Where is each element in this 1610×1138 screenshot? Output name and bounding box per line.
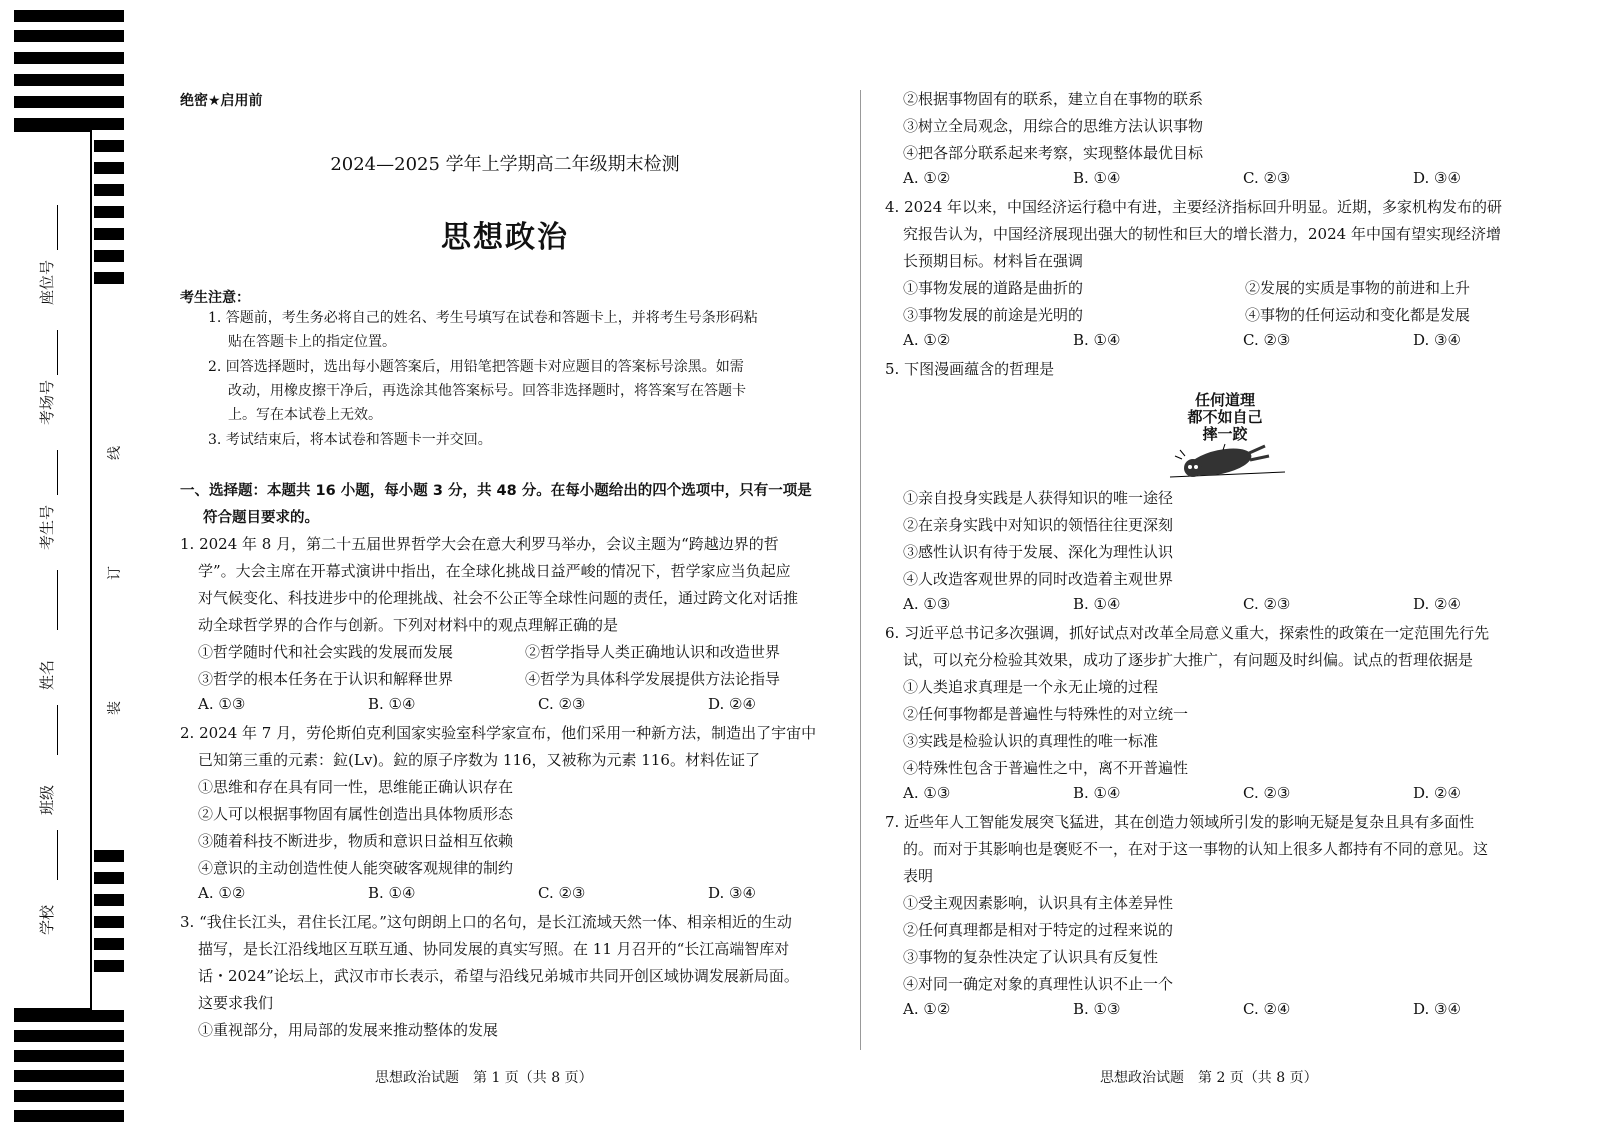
q5-option: ④人改造客观世界的同时改造着主观世界 [903,570,1174,588]
q5-stem: 5. 下图漫画蕴含的哲理是 [885,360,1055,378]
cartoon-caption: 任何道理 [1194,391,1255,409]
cut-mark-line: 线 [107,446,123,460]
cartoon-caption: 都不如自己 [1187,408,1263,426]
section-title-cont: 符合题目要求的。 [203,510,319,526]
cartoon-illustration [1165,392,1290,482]
q4-option: ②发展的实质是事物的前进和上升 [1245,279,1471,297]
q6-stem: 试，可以充分检验其效果，成功了逐步扩大推广，有问题及时纠偏。试点的哲理依据是 [903,651,1474,669]
label-seat-number: 座位号 [38,259,56,305]
q2-stem: 2. 2024 年 7 月，劳伦斯伯克利国家实验室科学家宣布，他们采用一种新方法，制造出了宇宙中 [180,724,817,742]
q4-option: ③事物发展的前途是光明的 [903,306,1084,324]
q2-choice[interactable]: A. ①② [198,884,246,902]
q1-choice[interactable]: C. ②③ [538,695,586,713]
q1-option: ④哲学为具体科学发展提供方法论指导 [525,670,781,688]
q3-stem: 这要求我们 [198,994,274,1012]
q6-choice[interactable]: D. ②④ [1413,784,1461,802]
q1-option: ③哲学的根本任务在于认识和解释世界 [198,670,454,688]
label-school: 学校 [38,904,56,935]
q4-option: ④事物的任何运动和变化都是发展 [1245,306,1471,324]
notice-item: 改动，用橡皮擦干净后，再选涂其他答案标号。回答非选择题时，将答案写在答题卡 [228,383,746,399]
q6-option: ③实践是检验认识的真理性的唯一标准 [903,732,1159,750]
q4-choice[interactable]: B. ①④ [1073,331,1121,349]
q3-stem: 话・2024”论坛上，武汉市市长表示，希望与沿线兄弟城市共同开创区域协调发展新局面。 [198,967,799,985]
q4-stem: 究报告认为，中国经济展现出强大的韧性和巨大的增长潜力，2024 年中国有望实现经济增 [903,225,1501,243]
q3-stem: 描写，是长江沿线地区互联互通、协同发展的真实写照。在 11 月召开的“长江高端智库对 [198,940,790,958]
q7-choice[interactable]: B. ①③ [1073,1000,1121,1018]
q7-stem: 表明 [903,867,934,885]
cut-mark-bind: 订 [107,566,123,580]
barcode-marks-right [94,140,124,290]
q3-choice[interactable]: C. ②③ [1243,169,1291,187]
binding-line-bottom [14,1008,92,1010]
confidential-mark: 绝密★启用前 [180,93,263,109]
notice-item: 贴在答题卡上的指定位置。 [228,334,396,350]
page-footer: 思想政治试题 第 1 页（共 8 页） [375,1070,593,1086]
q5-option: ②在亲身实践中对知识的领悟往往更深刻 [903,516,1174,534]
q5-choice[interactable]: D. ②④ [1413,595,1461,613]
barcode-marks-mid [94,850,124,1000]
seat-number-blank[interactable] [57,205,58,250]
q7-stem: 的。而对于其影响也是褒贬不一，在对于这一事物的认知上很多人都持有不同的意见。这 [903,840,1489,858]
q7-choice[interactable]: D. ③④ [1413,1000,1461,1018]
q4-choice[interactable]: C. ②③ [1243,331,1291,349]
q6-choice[interactable]: C. ②③ [1243,784,1291,802]
candidate-number-blank[interactable] [57,450,58,495]
q5-choice[interactable]: C. ②③ [1243,595,1291,613]
binding-line-top [14,130,92,132]
q4-choice[interactable]: A. ①② [903,331,951,349]
school-blank[interactable] [57,830,58,880]
class-blank[interactable] [57,705,58,755]
q1-stem: 1. 2024 年 8 月，第二十五届世界哲学大会在意大利罗马举办，会议主题为“跨越边界的哲 [180,535,779,553]
q1-option: ①哲学随时代和社会实践的发展而发展 [198,643,454,661]
notice-item: 上。写在本试卷上无效。 [228,407,382,423]
subject-title: 思想政治 [441,220,569,255]
binding-line [90,130,92,1010]
cartoon-caption: 摔一跤 [1202,425,1248,443]
q2-option: ①思维和存在具有同一性，思维能正确认识存在 [198,778,514,796]
q4-stem: 长预期目标。材料旨在强调 [903,252,1084,270]
q5-choice[interactable]: B. ①④ [1073,595,1121,613]
q4-stem: 4. 2024 年以来，中国经济运行稳中有进，主要经济指标回升明显。近期，多家机构发布的研 [885,198,1503,216]
barcode-marks-bottom [14,1010,124,1138]
room-number-blank[interactable] [57,330,58,375]
q7-option: ①受主观因素影响，认识具有主体差异性 [903,894,1174,912]
q1-choice[interactable]: A. ①③ [198,695,246,713]
q6-option: ①人类追求真理是一个永无止境的过程 [903,678,1159,696]
label-name: 姓名 [38,659,56,690]
q2-stem: 已知第三重的元素：鉝(Lv)。鉝的原子序数为 116，又被称为元素 116。材料佐证了 [198,751,760,769]
q4-option: ①事物发展的道路是曲折的 [903,279,1084,297]
q2-choice[interactable]: D. ③④ [708,884,756,902]
q1-stem: 对气候变化、科技进步中的伦理挑战、社会不公正等全球性问题的责任，通过跨文化对话推 [198,589,799,607]
q7-option: ③事物的复杂性决定了认识具有反复性 [903,948,1159,966]
q3-choice[interactable]: A. ①② [903,169,951,187]
q7-option: ④对同一确定对象的真理性认识不止一个 [903,975,1174,993]
q1-choice[interactable]: B. ①④ [368,695,416,713]
q6-choice[interactable]: A. ①③ [903,784,951,802]
q3-choice[interactable]: B. ①④ [1073,169,1121,187]
q7-choice[interactable]: C. ②④ [1243,1000,1291,1018]
notice-item: 3. 考试结束后，将本试卷和答题卡一并交回。 [208,432,492,448]
q6-option: ④特殊性包含于普遍性之中，离不开普遍性 [903,759,1189,777]
q6-choice[interactable]: B. ①④ [1073,784,1121,802]
barcode-marks-top [14,10,124,140]
page-footer: 思想政治试题 第 2 页（共 8 页） [1100,1070,1318,1086]
label-room-number: 考场号 [38,379,56,425]
q7-option: ②任何真理都是相对于特定的过程来说的 [903,921,1174,939]
q3-stem: 3. “我住长江头，君住长江尾。”这句朗朗上口的名句，是长江流域天然一体、相亲相近的生动 [180,913,792,931]
q2-choice[interactable]: B. ①④ [368,884,416,902]
q2-option: ③随着科技不断进步，物质和意识日益相互依赖 [198,832,514,850]
fallen-figure-icon [1165,442,1290,482]
column-separator [860,90,861,1050]
exam-title: 2024—2025 学年上学期高二年级期末检测 [330,154,680,175]
notice-title: 考生注意： [180,290,250,306]
q5-choice[interactable]: A. ①③ [903,595,951,613]
notice-item: 2. 回答选择题时，选出每小题答案后，用铅笔把答题卡对应题目的答案标号涂黑。如需 [208,359,744,375]
q5-option: ③感性认识有待于发展、深化为理性认识 [903,543,1174,561]
q2-option: ④意识的主动创造性使人能突破客观规律的制约 [198,859,514,877]
q7-stem: 7. 近些年人工智能发展突飞猛进，其在创造力领域所引发的影响无疑是复杂且具有多面性 [885,813,1475,831]
q1-option: ②哲学指导人类正确地认识和改造世界 [525,643,781,661]
q7-choice[interactable]: A. ①② [903,1000,951,1018]
q2-option: ②人可以根据事物固有属性创造出具体物质形态 [198,805,514,823]
label-class: 班级 [38,784,56,815]
q1-choice[interactable]: D. ②④ [708,695,756,713]
q6-option: ②任何事物都是普遍性与特殊性的对立统一 [903,705,1189,723]
q4-choice[interactable]: D. ③④ [1413,331,1461,349]
notice-item: 1. 答题前，考生务必将自己的姓名、考生号填写在试卷和答题卡上，并将考生号条形码粘 [208,310,758,326]
q1-stem: 动全球哲学界的合作与创新。下列对材料中的观点理解正确的是 [198,616,619,634]
q5-option: ①亲自投身实践是人获得知识的唯一途径 [903,489,1174,507]
q3-choice[interactable]: D. ③④ [1413,169,1461,187]
q3-option: ①重视部分，用局部的发展来推动整体的发展 [198,1021,499,1039]
name-blank[interactable] [57,570,58,630]
q1-stem: 学”。大会主席在开幕式演讲中指出，在全球化挑战日益严峻的情况下，哲学家应当负起应 [198,562,791,580]
section-title: 一、选择题：本题共 16 小题，每小题 3 分，共 48 分。在每小题给出的四个选项中，只有一项是 [180,483,812,499]
q6-stem: 6. 习近平总书记多次强调，抓好试点对改革全局意义重大，探索性的政策在一定范围先行先 [885,624,1490,642]
q2-choice[interactable]: C. ②③ [538,884,586,902]
q3-option: ③树立全局观念，用综合的思维方法认识事物 [903,117,1204,135]
q3-option: ②根据事物固有的联系，建立自在事物的联系 [903,90,1204,108]
label-candidate-number: 考生号 [38,504,56,550]
q3-option: ④把各部分联系起来考察，实现整体最优目标 [903,144,1204,162]
cut-mark-install: 装 [107,701,123,715]
